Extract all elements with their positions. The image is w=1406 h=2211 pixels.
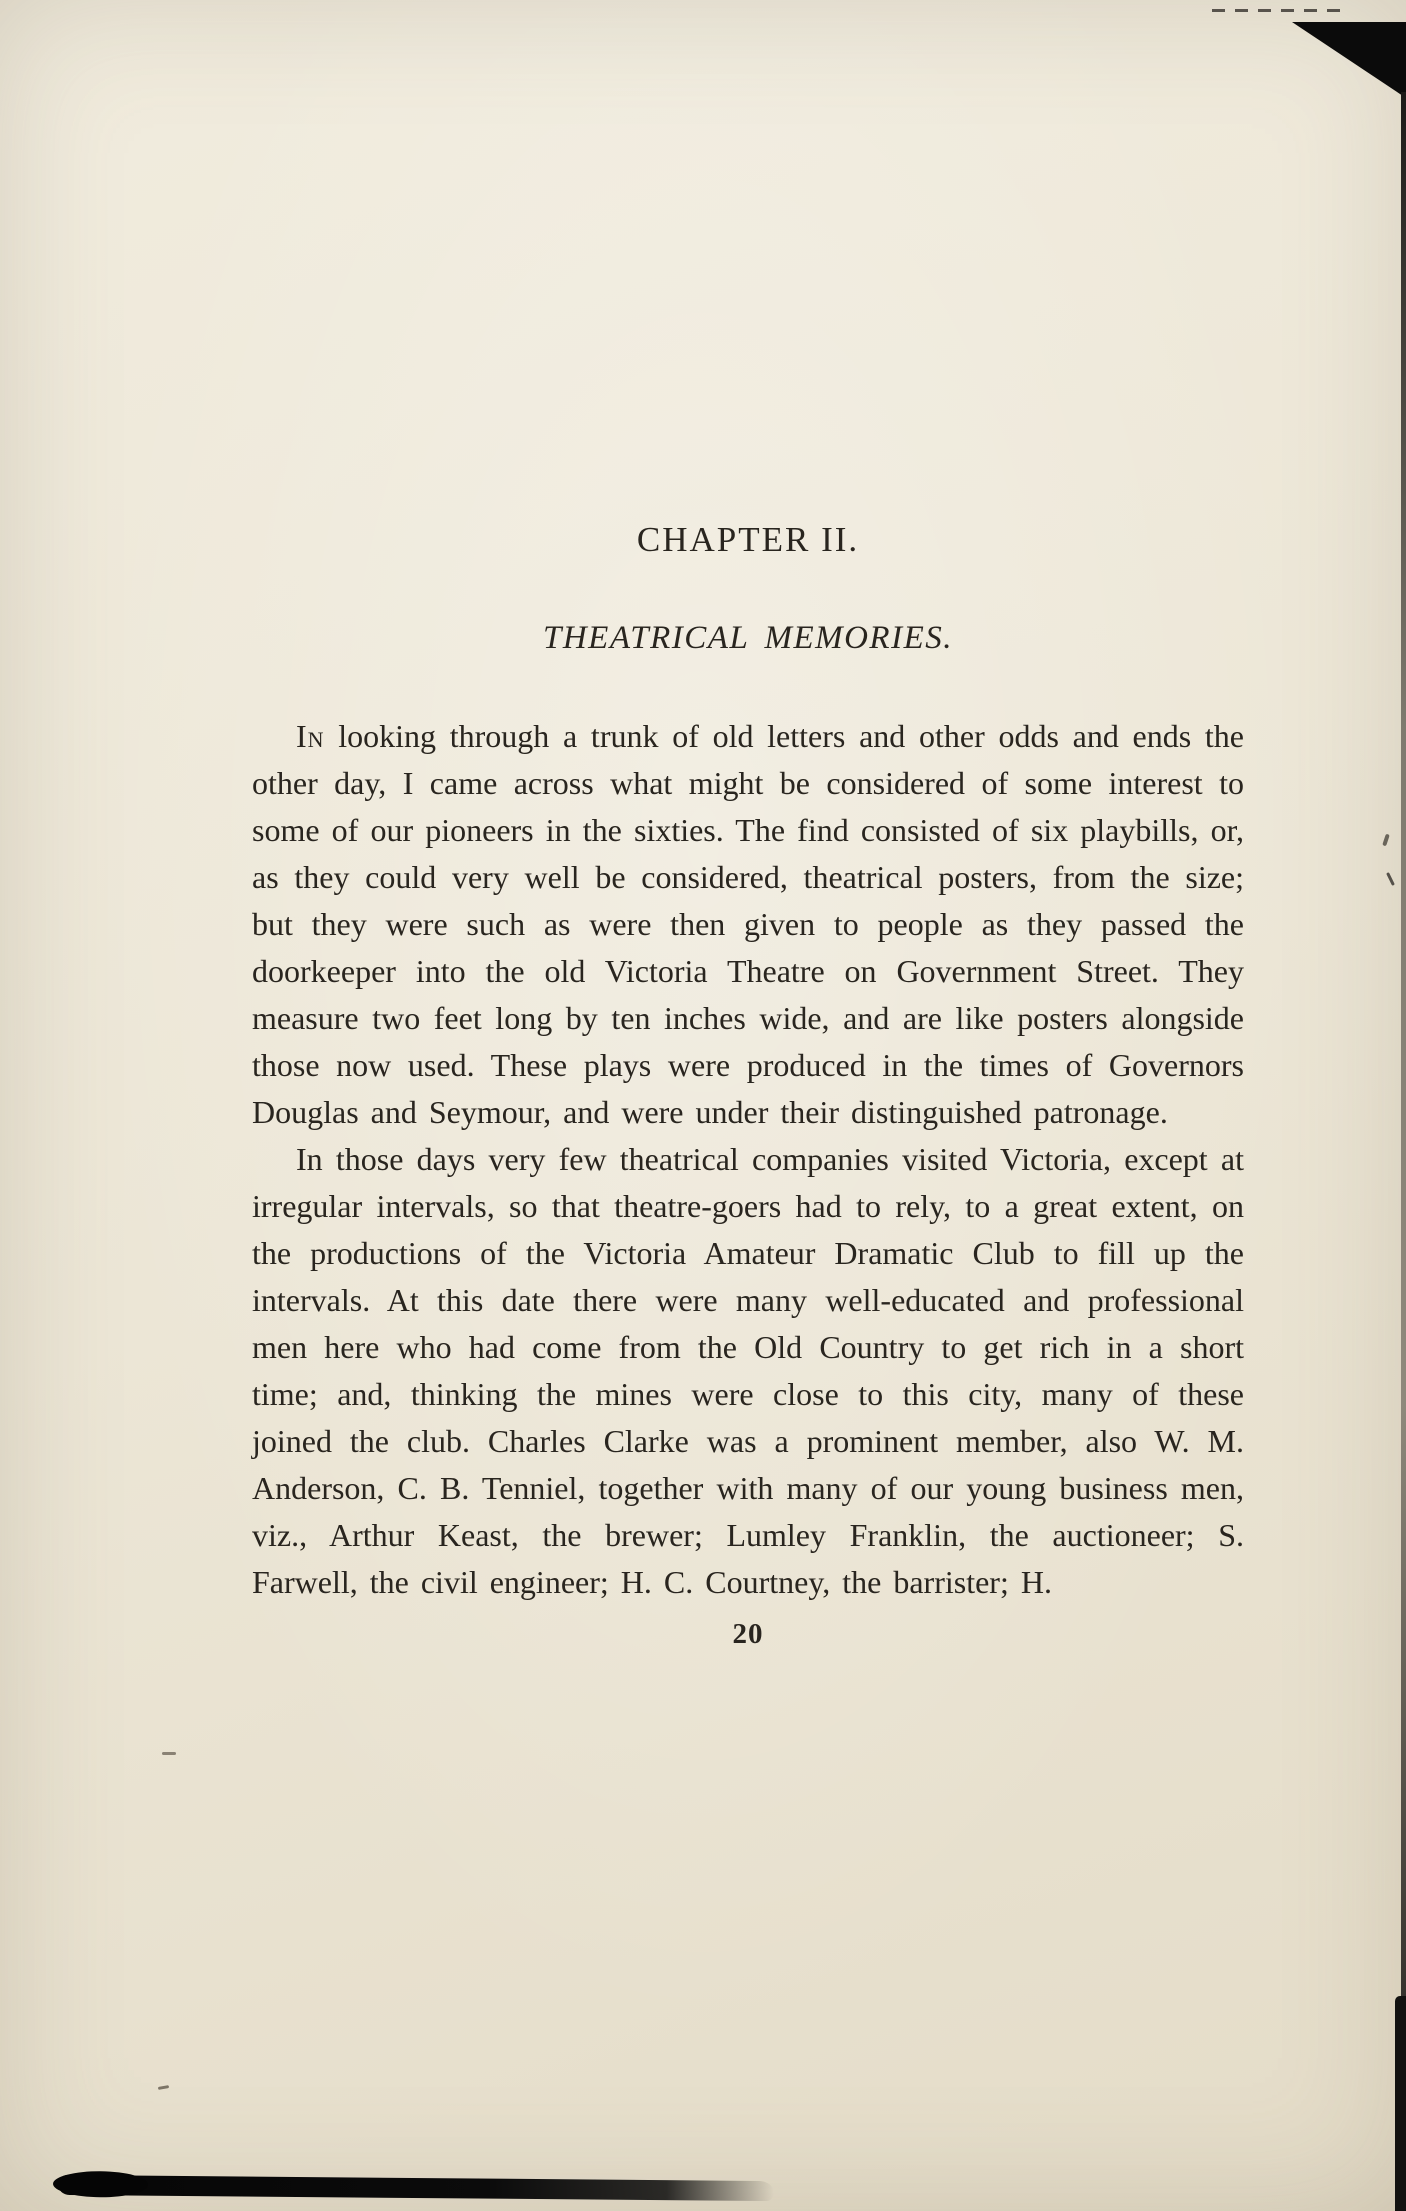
paragraph-lead: In [296,718,325,754]
text-block [252,520,1244,1651]
chapter-title: THEATRICAL MEMORIES. [543,620,953,656]
scan-speck [1386,872,1395,886]
scan-artifact-corner-fold [1292,22,1406,98]
scan-artifact-bottom-streak [58,2175,774,2201]
paragraph [252,713,1244,1136]
scan-artifact-right-edge-bottom [1395,1996,1406,2211]
scan-artifact-top-dashes [1212,9,1348,12]
paragraph-text: looking through a trunk of old letters and other odds and ends the other day, I came across what might be considered of some interest to some of our pioneers in the sixties. The find consisted of six playbills, or, as they could very well be considered, theatrical posters, from the size; but they were such as were then given to people as they passed the doorkeeper into the old Victoria Theatre on Government Street. They measure two feet long by ten inches wide, and are like posters alongside those now used. These plays were produced in the times of Governors Douglas and Seymour, and were under their distinguished patronage. [252,718,1244,1130]
scan-speck [1382,834,1390,847]
scan-artifact-right-edge [1401,92,1406,2211]
scan-speck [162,1752,176,1755]
page-number: 20 [732,1618,764,1650]
chapter-heading: CHAPTER II. [636,520,860,559]
scan-speck [158,2085,169,2090]
paragraph [252,1136,1244,1606]
paragraph-text: In those days very few theatrical companies visited Victoria, except at irregular intervals, so that theatre-goers had to rely, to a great extent, on the productions of the Victoria Amateur Dramatic Club to fill up the intervals. At this date there were many well-educated and professional men here who had come from the Old Country to get rich in a short time; and, thinking the mines were close to this city, many of these joined the club. Charles Clarke was a prominent member, also W. M. Anderson, C. B. Tenniel, together with many of our young business men, viz., Arthur Keast, the brewer; Lumley Franklin, the auctioneer; S. Farwell, the civil engineer; H. C. Courtney, the barrister; H. [252,1141,1244,1600]
